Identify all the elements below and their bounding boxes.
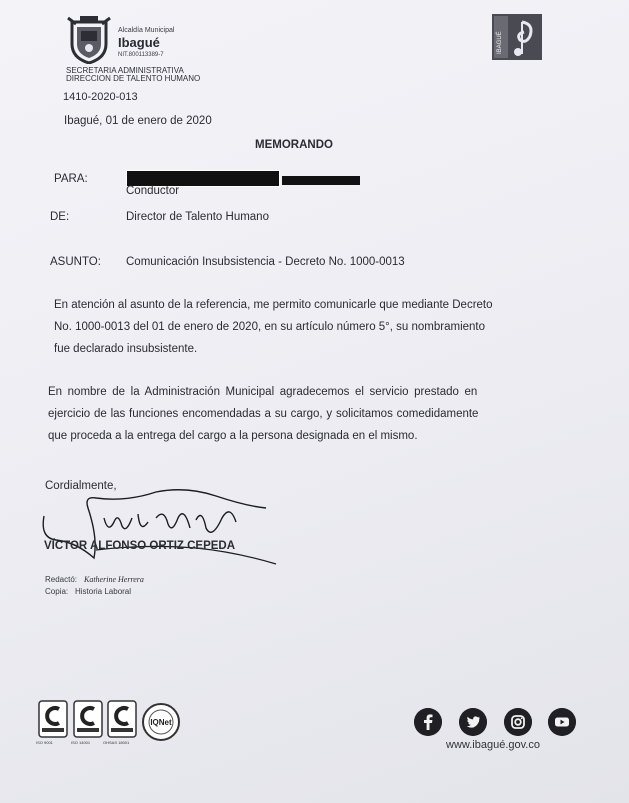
city-crest-icon	[66, 14, 112, 64]
direccion-line: DIRECCION DE TALENTO HUMANO	[66, 74, 201, 83]
iqnet-seal-text: IQNet	[150, 718, 172, 727]
facebook-icon[interactable]	[414, 708, 442, 736]
iso-14001-badge-icon	[73, 700, 103, 738]
redacto-label: Redactó:	[45, 575, 78, 584]
entity-line1: Alcaldía Municipal	[118, 27, 175, 34]
body-paragraph-2	[48, 381, 478, 447]
ibague-music-logo-icon	[492, 14, 542, 60]
badge-label-3: OHSAS 18001	[103, 740, 130, 745]
asunto-label: ASUNTO:	[50, 256, 101, 268]
salutation: Cordialmente,	[45, 480, 117, 492]
badge-label-1: ISO 9001	[36, 740, 53, 745]
copia-label: Copia:	[45, 587, 69, 596]
signer-name: VÍCTOR ALFONSO ORTIZ CEPEDA	[44, 540, 236, 552]
memo-title: MEMORANDO	[255, 139, 333, 151]
p2-line-2: ejercicio de las funciones encomendadas a su cargo, y solicitamos comedidamente	[48, 408, 479, 420]
para-label: PARA:	[54, 173, 88, 185]
copia-value: Historia Laboral	[75, 587, 132, 596]
iqnet-seal-icon	[141, 702, 181, 742]
p2-line-3: que proceda a la entrega del cargo a la persona designada en el mismo.	[48, 430, 418, 442]
de-value: Director de Talento Humano	[126, 211, 269, 223]
iso-9001-badge-icon	[38, 700, 68, 738]
asunto-value: Comunicación Insubsistencia - Decreto No. 1000-0013	[126, 256, 405, 268]
secretaria-line: SECRETARIA ADMINISTRATIVA	[66, 66, 184, 75]
p2-line-1: En nombre de la Administración Municipal agradecemos el servicio prestado en	[48, 386, 478, 398]
entity-name: Ibagué	[118, 35, 160, 50]
youtube-icon[interactable]	[548, 708, 576, 736]
twitter-icon[interactable]	[459, 708, 487, 736]
badge-label-2: ISO 14001	[71, 740, 91, 745]
redacto-name: Katherine Herrera	[84, 575, 144, 584]
instagram-icon[interactable]	[504, 708, 532, 736]
p1-line-1: En atención al asunto de la referencia, me permito comunicarle que mediante Decreto	[54, 299, 493, 311]
para-role: Conductor	[126, 185, 180, 197]
entity-nit: NIT.800113389-7	[118, 52, 164, 58]
body-paragraph-1	[54, 294, 493, 360]
redacted-recipient-surname	[282, 176, 360, 185]
de-label: DE:	[50, 211, 70, 223]
ohsas-18001-badge-icon	[107, 700, 137, 738]
right-logo-text: IBAGUÉ	[497, 31, 503, 54]
p1-line-3: fue declarado insubsistente.	[54, 343, 198, 355]
p1-line-2: No. 1000-0013 del 01 de enero de 2020, en su artículo número 5°, su nombramiento	[54, 321, 486, 333]
date-line: Ibagué, 01 de enero de 2020	[64, 115, 212, 127]
reference-code: 1410-2020-013	[63, 91, 138, 103]
handwritten-signature-icon	[36, 478, 286, 573]
website-link[interactable]: www.ibagué.gov.co	[446, 739, 540, 751]
